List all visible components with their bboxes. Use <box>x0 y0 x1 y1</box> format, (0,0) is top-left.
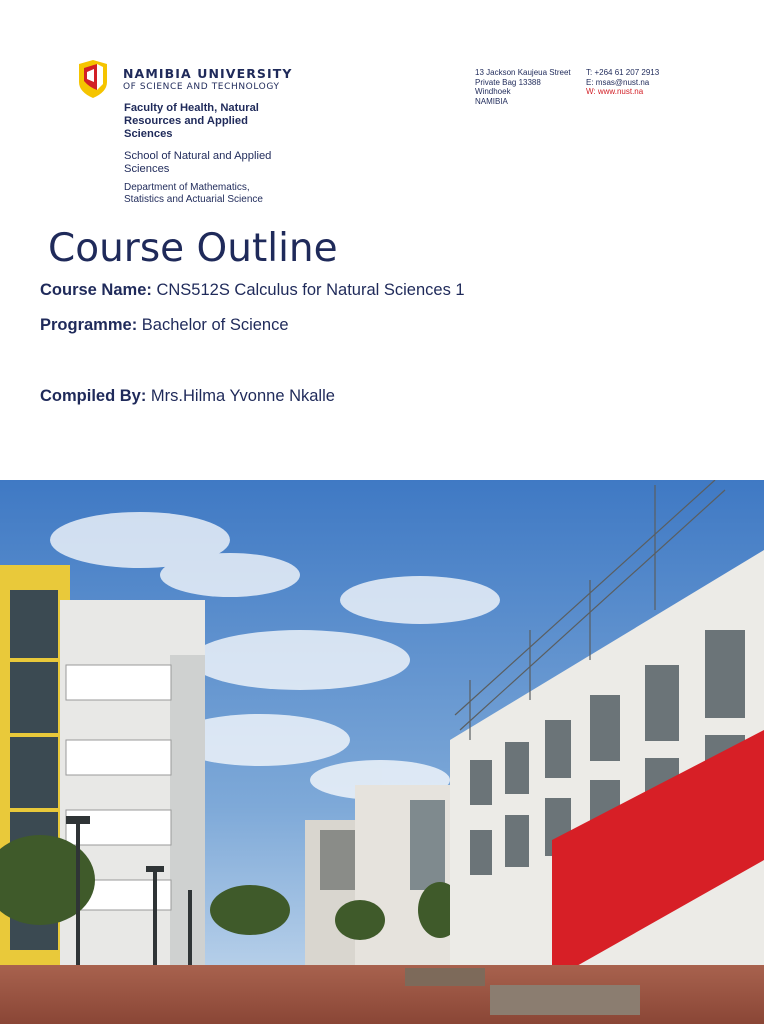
course-name-field <box>40 281 465 300</box>
website-link[interactable]: W: www.nust.na <box>586 87 644 96</box>
postal-address <box>475 68 571 106</box>
email-line[interactable]: E: msas@nust.na <box>586 77 650 87</box>
school-line: Sciences <box>124 162 170 175</box>
compiled-by-value: Mrs.Hilma Yvonne Nkalle <box>146 387 335 405</box>
address-line: Windhoek <box>475 87 511 96</box>
document-title: Course Outline <box>48 226 338 271</box>
course-name-label: Course Name: <box>40 281 152 299</box>
school-line: School of Natural and Applied <box>124 150 272 162</box>
programme-label: Programme: <box>40 316 138 334</box>
address-line: Private Bag 13388 <box>475 77 541 87</box>
address-line: NAMIBIA <box>475 96 508 106</box>
school-name <box>124 150 294 175</box>
programme-value: Bachelor of Science <box>137 316 289 334</box>
phone-line: T: +264 61 207 2913 <box>586 68 660 77</box>
university-subtitle: OF SCIENCE AND TECHNOLOGY <box>123 82 280 92</box>
address-line: 13 Jackson Kaujeua Street <box>475 68 571 77</box>
faculty-name <box>124 102 294 141</box>
faculty-line: Faculty of Health, Natural <box>124 102 259 114</box>
compiled-by-label: Compiled By: <box>40 387 147 405</box>
course-name-value: CNS512S Calculus for Natural Sciences 1 <box>151 281 465 299</box>
campus-photo-icon <box>0 480 764 1024</box>
department-line: Statistics and Actuarial Science <box>124 193 263 205</box>
faculty-line: Sciences <box>124 128 173 140</box>
department-name <box>124 182 314 205</box>
nust-logo-mark-icon <box>75 60 111 98</box>
programme-field <box>40 316 289 335</box>
university-name: NAMIBIA UNIVERSITY <box>123 66 293 81</box>
department-line: Department of Mathematics, <box>124 182 250 193</box>
contact-details <box>586 68 659 97</box>
faculty-line: Resources and Applied <box>124 115 248 127</box>
compiled-by-field <box>40 387 335 406</box>
campus-photo <box>0 480 764 1024</box>
